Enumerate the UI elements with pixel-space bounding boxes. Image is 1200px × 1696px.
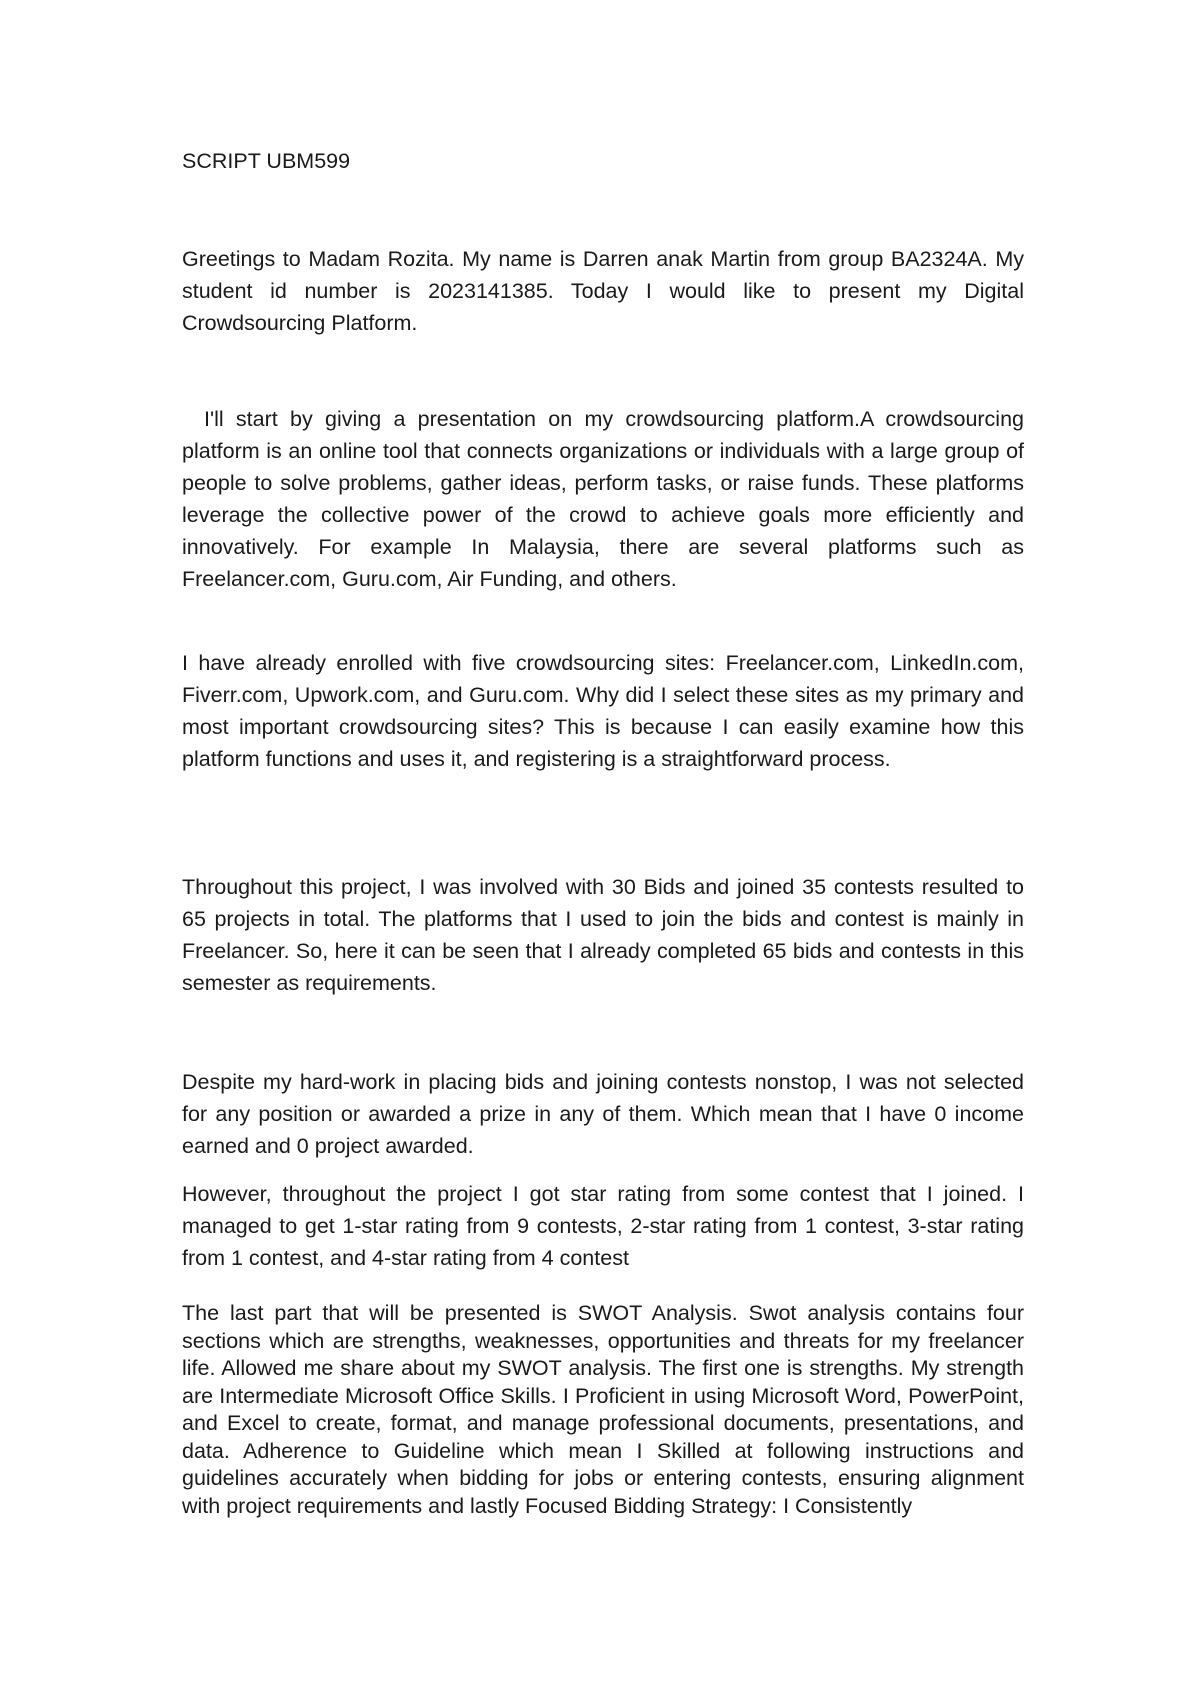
paragraph-income: Despite my hard-work in placing bids and joining contests nonstop, I was not selected for any position or awarded a prize in any of them. Which mean that I have 0 income earned and 0 project awarded. (182, 1070, 1024, 1158)
paragraph-greeting: Greetings to Madam Rozita. My name is Darren anak Martin from group BA2324A. My student id number is 2023141385. Today I would like to present my Digital Crowdsourcing Platform. (182, 247, 1024, 335)
paragraph-enrolled-sites: I have already enrolled with five crowdsourcing sites: Freelancer.com, LinkedIn.com, Fiverr.com, Upwork.com, and Guru.com. Why did I select these sites as my primary and most important crowdsourcing sites? This is because I can easily examine how this platform functions and uses it, and registering is a straightforward process. (182, 651, 1024, 771)
paragraph-platform-intro: I'll start by giving a presentation on my crowdsourcing platform.A crowdsourcing platform is an online tool that connects organizations or individuals with a large group of people to solve problems, gather ideas, perform tasks, or raise funds. These platforms leverage the collective power of the crowd to achieve goals more efficiently and innovatively. For example In Malaysia, there are several platforms such as Freelancer.com, Guru.com, Air Funding, and others. (182, 407, 1024, 591)
paragraph-bids-contests: Throughout this project, I was involved with 30 Bids and joined 35 contests resulted to 65 projects in total. The platforms that I used to join the bids and contest is mainly in Freelancer. So, here it can be seen that I already completed 65 bids and contests in this semester as requirements. (182, 875, 1024, 995)
paragraph-star-rating: However, throughout the project I got star rating from some contest that I joined. I managed to get 1-star rating from 9 contests, 2-star rating from 1 contest, 3-star rating from 1 contest, and 4-star rating from 4 contest (182, 1182, 1024, 1270)
document-title: SCRIPT UBM599 (182, 149, 351, 173)
paragraph-swot-analysis: The last part that will be presented is SWOT Analysis. Swot analysis contains four sections which are strengths, weaknesses, opportunities and threats for my freelancer life. Allowed me share about my SWOT analysis. The first one is strengths. My strength are Intermediate Microsoft Office Skills. I Proficient in using Microsoft Word, PowerPoint, and Excel to create, format, and manage professional documents, presentations, and data. Adherence to Guideline which mean I Skilled at following instructions and guidelines accurately when bidding for jobs or entering contests, ensuring alignment with project requirements and lastly Focused Bidding Strategy: I Consistently (182, 1301, 1024, 1518)
